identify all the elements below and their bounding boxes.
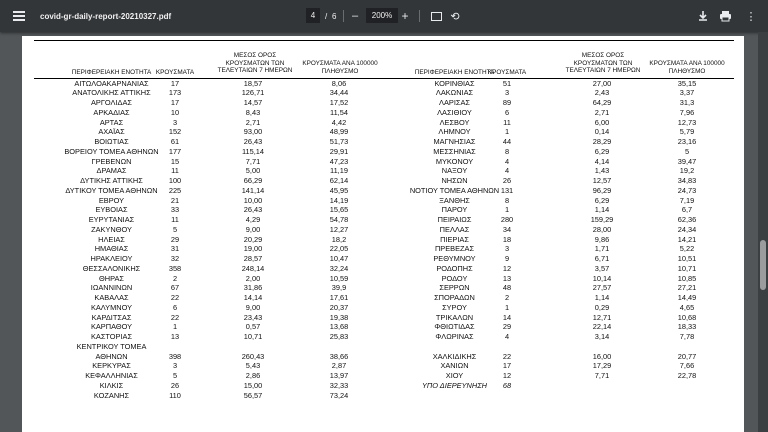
- left-average-cell: 23,43: [243, 312, 263, 322]
- left-cases-cell: 6: [172, 302, 178, 312]
- right-region-cell: ΣΕΡΡΩΝ: [439, 283, 470, 293]
- right-per100k-cell: 20,77: [677, 351, 697, 361]
- right-per100k-cell: 19,2: [679, 166, 695, 176]
- left-average-cell: 9,00: [245, 224, 261, 234]
- right-average-cell: 96,29: [592, 185, 612, 195]
- right-cases-cell: 34: [502, 224, 512, 234]
- left-cases-cell: 22: [170, 293, 180, 302]
- right-region-cell: ΡΟΔΟΠΗΣ: [436, 263, 473, 273]
- left-region-cell: ΘΕΣΣΑΛΟΝΙΚΗΣ: [82, 263, 141, 273]
- right-region-cell: ΡΕΘΥΜΝΟΥ: [433, 254, 476, 263]
- right-per100k-cell: 5: [684, 146, 690, 156]
- right-cases-cell: 12: [502, 263, 512, 273]
- left-average-cell: 8,43: [245, 107, 261, 117]
- right-region-cell: ΝΟΤΙΟΥ ΤΟΜΕΑ ΑΘΗΝΩΝ: [409, 185, 500, 195]
- right-region-cell: ΥΠΟ ΔΙΕΡΕΥΝΗΣΗ: [422, 380, 487, 390]
- more-options-icon[interactable]: ⋮: [745, 10, 757, 23]
- left-per100k-cell: 32,33: [329, 380, 349, 390]
- right-cases-cell: 8: [504, 146, 510, 156]
- left-region-cell: ΒΟΡΕΙΟΥ ΤΟΜΕΑ ΑΘΗΝΩΝ: [64, 146, 159, 156]
- right-region-cell: ΛΗΜΝΟΥ: [438, 127, 471, 137]
- right-cases-cell: 6: [504, 107, 510, 117]
- right-average-cell: 6,71: [594, 254, 610, 263]
- right-per100k-cell: 18,33: [677, 322, 697, 332]
- right-region-cell: ΠΕΙΡΑΙΩΣ: [437, 215, 472, 224]
- right-per100k-cell: 7,96: [679, 107, 695, 117]
- right-per100k-cell: 5,79: [679, 127, 695, 137]
- left-cases-cell: 10: [170, 107, 180, 117]
- left-cases-cell: 173: [168, 88, 182, 98]
- left-cases-cell: 5: [172, 224, 178, 234]
- right-cases-cell: 2: [504, 293, 510, 302]
- left-per100k-cell: 17,52: [329, 98, 349, 107]
- left-per100k-cell: 62,14: [329, 176, 349, 185]
- left-cases-cell: 2: [172, 273, 178, 283]
- left-cases-cell: 100: [168, 176, 182, 185]
- right-per100k-cell: 4,65: [679, 302, 695, 312]
- right-region-cell: ΜΥΚΟΝΟΥ: [435, 156, 474, 166]
- right-per100k-cell: 7,19: [679, 195, 695, 205]
- page-number-input[interactable]: 4: [306, 8, 320, 23]
- right-average-cell: 0,29: [594, 302, 610, 312]
- left-per100k-cell: 10,47: [329, 254, 349, 263]
- left-per100k-cell: 34,44: [329, 88, 349, 98]
- left-per100k-cell: 51,73: [329, 137, 349, 146]
- left-region-cell: ΑΡΤΑΣ: [99, 117, 124, 127]
- left-region-cell: ΙΩΑΝΝΙΝΩΝ: [90, 283, 133, 293]
- left-per100k-cell: 11,19: [330, 166, 348, 176]
- right-region-cell: ΣΠΟΡΑΔΩΝ: [434, 293, 475, 302]
- right-region-cell: ΠΙΕΡΙΑΣ: [440, 234, 469, 244]
- right-per100k-cell: 31,3: [679, 98, 695, 107]
- left-per100k-cell: 38,66: [329, 351, 349, 361]
- left-average-cell: 5,00: [245, 166, 261, 176]
- right-cases-cell: 4: [504, 156, 510, 166]
- right-cases-cell: 48: [502, 283, 512, 293]
- left-region-cell: ΔΡΑΜΑΣ: [96, 166, 127, 176]
- left-region-cell: ΚΑΒΑΛΑΣ: [94, 293, 129, 302]
- left-region-cell: ΑΙΤΩΛΟΑΚΑΡΝΑΝΙΑΣ: [74, 78, 149, 88]
- right-per100k-cell: 6,7: [681, 205, 693, 215]
- header-cases-right: ΚΡΟΥΣΜΑΤΑ: [487, 69, 527, 76]
- right-per100k-cell: 39,47: [677, 156, 697, 166]
- left-region-cell: ΑΡΓΟΛΙΔΑΣ: [91, 98, 132, 107]
- right-region-cell: ΞΑΝΘΗΣ: [439, 195, 470, 205]
- right-average-cell: 3,57: [594, 263, 610, 273]
- toolbar-divider: [343, 10, 344, 22]
- right-cases-cell: 12: [502, 371, 512, 380]
- left-average-cell: 4,29: [245, 215, 261, 224]
- right-cases-cell: 18: [502, 234, 512, 244]
- left-cases-cell: 110: [169, 390, 181, 400]
- left-region-cell: ΗΛΕΙΑΣ: [98, 234, 125, 244]
- right-region-cell: ΠΕΛΛΑΣ: [439, 224, 470, 234]
- right-per100k-cell: 3,37: [679, 88, 695, 98]
- right-region-cell: ΧΑΝΙΩΝ: [440, 361, 469, 371]
- right-cases-cell: 280: [500, 215, 514, 224]
- left-per100k-cell: 20,37: [329, 302, 349, 312]
- left-cases-cell: 358: [168, 263, 182, 273]
- left-average-cell: 31,86: [243, 283, 263, 293]
- header-cases-left: ΚΡΟΥΣΜΑΤΑ: [155, 69, 195, 76]
- left-average-cell: 2,71: [245, 117, 261, 127]
- left-region-cell: ΚΙΛΚΙΣ: [99, 380, 124, 390]
- left-average-cell: 18,57: [243, 78, 263, 88]
- left-average-cell: 28,57: [243, 254, 263, 263]
- document-title: covid-gr-daily-report-20210327.pdf: [40, 11, 172, 21]
- right-region-cell: ΦΘΙΩΤΙΔΑΣ: [434, 322, 475, 332]
- left-per100k-cell: 13,97: [329, 371, 349, 380]
- fit-page-icon[interactable]: [429, 0, 443, 32]
- left-cases-cell: 3: [172, 361, 178, 371]
- left-cases-cell: 1: [172, 322, 178, 332]
- right-per100k-cell: 24,34: [677, 224, 697, 234]
- left-average-cell: 20,29: [243, 234, 263, 244]
- left-per100k-cell: 25,83: [329, 332, 349, 341]
- right-average-cell: 0,14: [594, 127, 610, 137]
- right-average-cell: 1,14: [594, 205, 610, 215]
- right-cases-cell: 4: [504, 166, 510, 176]
- right-region-cell: ΝΗΣΩΝ: [441, 176, 468, 185]
- left-average-cell: 260,43: [241, 351, 265, 361]
- left-region-cell: ΕΥΡΥΤΑΝΙΑΣ: [88, 215, 135, 224]
- right-region-cell: ΜΑΓΝΗΣΙΑΣ: [433, 137, 476, 146]
- right-average-cell: 28,00: [592, 224, 612, 234]
- left-per100k-cell: 32,24: [329, 263, 349, 273]
- left-per100k-cell: 2,87: [331, 361, 347, 371]
- rotate-icon[interactable]: ⟲: [450, 10, 460, 23]
- left-region-cell: ΘΗΡΑΣ: [99, 273, 124, 283]
- left-average-cell: 66,29: [243, 176, 263, 185]
- toolbar-divider: [419, 10, 420, 22]
- right-average-cell: 12,57: [592, 176, 612, 185]
- right-cases-cell: 1: [504, 302, 510, 312]
- right-region-cell: ΛΑΡΙΣΑΣ: [439, 98, 470, 107]
- left-average-cell: 2,00: [245, 273, 261, 283]
- left-cases-cell: 17: [170, 98, 180, 107]
- left-cases-cell: 13: [170, 332, 180, 341]
- right-region-cell: ΠΑΡΟΥ: [441, 205, 468, 215]
- right-cases-cell: 1: [504, 127, 510, 137]
- right-region-cell: ΦΛΩΡΙΝΑΣ: [435, 332, 474, 341]
- left-per100k-cell: 19,38: [329, 312, 349, 322]
- left-per100k-cell: 13,68: [329, 322, 349, 332]
- right-average-cell: 27,57: [592, 283, 612, 293]
- right-average-cell: 22,14: [592, 322, 612, 332]
- left-cases-cell: 225: [168, 185, 182, 195]
- right-average-cell: 3,14: [594, 332, 610, 341]
- left-average-cell: 5,43: [245, 361, 261, 371]
- vertical-scrollbar[interactable]: [758, 32, 768, 432]
- right-average-cell: 16,00: [592, 351, 612, 361]
- page-separator: /: [325, 11, 328, 21]
- header-region-left: ΠΕΡΙΦΕΡΕΙΑΚΗ ΕΝΟΤΗΤΑ: [71, 69, 152, 76]
- left-cases-cell: 32: [170, 254, 180, 263]
- left-per100k-cell: 18,2: [331, 234, 347, 244]
- left-per100k-cell: 12,27: [329, 224, 349, 234]
- right-per100k-cell: 7,78: [679, 332, 695, 341]
- right-cases-cell: 22: [502, 351, 512, 361]
- left-region-cell: ΓΡΕΒΕΝΩΝ: [91, 156, 132, 166]
- right-region-cell: ΡΟΔΟΥ: [441, 273, 468, 283]
- left-average-cell: 9,00: [245, 302, 261, 312]
- right-cases-cell: 26: [502, 176, 512, 185]
- left-per100k-cell: 17,61: [329, 293, 349, 302]
- left-region-cell: ΕΥΒΟΙΑΣ: [95, 205, 128, 215]
- right-average-cell: 159,29: [590, 215, 614, 224]
- left-per100k-cell: 45,95: [329, 185, 349, 195]
- left-average-cell: 26,43: [243, 137, 263, 146]
- right-cases-cell: 68: [502, 380, 512, 390]
- left-average-cell: 14,57: [243, 98, 263, 107]
- right-average-cell: 6,29: [594, 146, 610, 156]
- left-cases-cell: 17: [170, 78, 180, 88]
- right-region-cell: ΛΑΚΩΝΙΑΣ: [435, 88, 474, 98]
- left-cases-cell: 33: [170, 205, 180, 215]
- left-average-cell: 126,71: [241, 88, 265, 98]
- left-cases-cell: 31: [170, 244, 180, 254]
- left-per100k-cell: 10,59: [329, 273, 349, 283]
- left-region-cell: ΗΡΑΚΛΕΙΟΥ: [90, 254, 133, 263]
- right-per100k-cell: 62,36: [677, 215, 697, 224]
- page-total: 6: [332, 11, 337, 21]
- left-region-cell: ΚΑΡΔΙΤΣΑΣ: [91, 312, 132, 322]
- header-per100k-left: ΚΡΟΥΣΜΑΤΑ ΑΝΑ 100000 ΠΛΗΘΥΣΜΟ: [302, 60, 378, 75]
- left-region-cell: ΒΟΙΩΤΙΑΣ: [94, 137, 129, 146]
- left-average-cell: 14,14: [243, 293, 263, 302]
- left-per100k-cell: 11,54: [330, 107, 348, 117]
- right-cases-cell: 1: [504, 205, 510, 215]
- left-region-cell: ΑΡΚΑΔΙΑΣ: [93, 107, 130, 117]
- right-per100k-cell: 10,71: [677, 263, 697, 273]
- right-average-cell: 27,00: [592, 78, 612, 88]
- header-average-left: ΜΕΣΟΣ ΟΡΟΣ ΚΡΟΥΣΜΑΤΩΝ ΤΩΝ ΤΕΛΕΥΤΑΙΩΝ 7 ΗΜΕΡΩΝ: [217, 52, 293, 74]
- right-region-cell: ΛΕΣΒΟΥ: [439, 117, 470, 127]
- right-per100k-cell: 12,73: [677, 117, 697, 127]
- left-per100k-cell: 29,91: [329, 146, 349, 156]
- right-average-cell: 4,14: [594, 156, 610, 166]
- left-region-cell: ΚΟΖΑΝΗΣ: [93, 390, 130, 400]
- right-average-cell: 2,43: [594, 88, 610, 98]
- left-cases-cell: 22: [170, 312, 180, 322]
- left-region-cell: ΕΒΡΟΥ: [98, 195, 125, 205]
- left-per100k-cell: 8,06: [331, 78, 347, 88]
- left-cases-cell: 15: [170, 156, 180, 166]
- left-region-cell: ΚΑΛΥΜΝΟΥ: [90, 302, 133, 312]
- left-region-cell: ΚΕΦΑΛΛΗΝΙΑΣ: [85, 371, 138, 380]
- left-average-cell: 19,00: [243, 244, 263, 254]
- zoom-out-button[interactable]: –: [351, 10, 359, 22]
- right-cases-cell: 131: [500, 185, 514, 195]
- right-average-cell: 2,71: [594, 107, 610, 117]
- left-average-cell: 7,71: [245, 156, 261, 166]
- right-region-cell: ΧΑΛΚΙΔΙΚΗΣ: [432, 351, 477, 361]
- right-region-cell: ΛΑΣΙΘΙΟΥ: [437, 107, 472, 117]
- left-region-cell: ΚΕΡΚΥΡΑΣ: [92, 361, 131, 371]
- right-per100k-cell: 7,66: [679, 361, 695, 371]
- right-region-cell: ΤΡΙΚΑΛΩΝ: [435, 312, 474, 322]
- left-average-cell: 248,14: [241, 263, 265, 273]
- left-cases-cell: 152: [168, 127, 182, 137]
- right-average-cell: 6,00: [594, 117, 610, 127]
- left-cases-cell: 29: [170, 234, 180, 244]
- left-cases-cell: 26: [170, 380, 180, 390]
- right-per100k-cell: 24,73: [677, 185, 697, 195]
- left-per100k-cell: 15,65: [329, 205, 349, 215]
- left-cases-cell: 67: [170, 283, 180, 293]
- left-average-cell: 0,57: [245, 322, 261, 332]
- right-per100k-cell: 35,15: [677, 78, 697, 88]
- left-region-cell: ΑΧΑΪΑΣ: [98, 127, 125, 137]
- right-region-cell: ΧΙΟΥ: [445, 371, 464, 380]
- left-per100k-cell: 54,78: [329, 215, 349, 224]
- left-cases-cell: 11: [171, 215, 179, 224]
- right-cases-cell: 11: [503, 117, 511, 127]
- right-average-cell: 12,71: [592, 312, 612, 322]
- right-average-cell: 1,71: [594, 244, 610, 254]
- right-region-cell: ΣΥΡΟΥ: [442, 302, 467, 312]
- right-average-cell: 9,86: [594, 234, 610, 244]
- right-average-cell: 64,29: [592, 98, 612, 107]
- right-average-cell: 1,14: [594, 293, 610, 302]
- left-cases-cell: 5: [172, 371, 178, 380]
- left-per100k-cell: 22,05: [329, 244, 349, 254]
- left-cases-cell: 61: [170, 137, 180, 146]
- right-per100k-cell: 10,51: [677, 254, 697, 263]
- left-average-cell: 2,86: [245, 371, 261, 380]
- header-region-right: ΠΕΡΙΦΕΡΕΙΑΚΗ ΕΝΟΤΗΤΑ: [414, 69, 495, 76]
- scrollbar-thumb[interactable]: [760, 240, 766, 290]
- left-average-cell: 93,00: [243, 127, 263, 137]
- left-group-label: ΚΕΝΤΡΙΚΟΥ ΤΟΜΕΑ: [76, 341, 147, 351]
- pdf-toolbar: [0, 0, 768, 32]
- right-per100k-cell: 14,21: [677, 234, 697, 244]
- left-per100k-cell: 39,9: [331, 283, 347, 293]
- right-cases-cell: 13: [502, 273, 512, 283]
- left-average-cell: 15,00: [243, 380, 263, 390]
- left-average-cell: 10,71: [243, 332, 263, 341]
- left-per100k-cell: 73,24: [329, 390, 349, 400]
- left-region-cell: ΔΥΤΙΚΗΣ ΑΤΤΙΚΗΣ: [80, 176, 143, 185]
- left-region-cell: ΔΥΤΙΚΟΥ ΤΟΜΕΑ ΑΘΗΝΩΝ: [65, 185, 158, 195]
- right-cases-cell: 3: [504, 88, 510, 98]
- right-cases-cell: 8: [504, 195, 510, 205]
- right-per100k-cell: 27,21: [677, 283, 697, 293]
- zoom-level-input[interactable]: 200%: [366, 8, 398, 23]
- header-per100k-right: ΚΡΟΥΣΜΑΤΑ ΑΝΑ 100000 ΠΛΗΘΥΣΜΟ: [649, 60, 725, 75]
- right-region-cell: ΠΡΕΒΕΖΑΣ: [434, 244, 475, 254]
- left-average-cell: 115,14: [241, 146, 265, 156]
- right-average-cell: 7,71: [594, 371, 610, 380]
- right-per100k-cell: 10,68: [677, 312, 697, 322]
- right-region-cell: ΝΑΞΟΥ: [441, 166, 468, 176]
- right-cases-cell: 9: [504, 254, 510, 263]
- left-average-cell: 26,43: [243, 205, 263, 215]
- right-average-cell: 10,14: [592, 273, 612, 283]
- zoom-in-button[interactable]: +: [401, 9, 409, 23]
- left-cases-cell: 3: [172, 117, 178, 127]
- top-rule: [34, 40, 734, 41]
- right-average-cell: 6,29: [594, 195, 610, 205]
- left-region-cell: ΚΑΣΤΟΡΙΑΣ: [90, 332, 133, 341]
- right-cases-cell: 44: [502, 137, 512, 146]
- left-region-cell: ΚΑΡΠΑΘΟΥ: [90, 322, 133, 332]
- right-average-cell: 28,29: [592, 137, 612, 146]
- right-per100k-cell: 23,16: [677, 137, 697, 146]
- left-cases-cell: 177: [168, 146, 182, 156]
- left-average-cell: 10,00: [243, 195, 263, 205]
- right-cases-cell: 29: [502, 322, 512, 332]
- left-region-cell: ΗΜΑΘΙΑΣ: [94, 244, 129, 254]
- print-icon[interactable]: [718, 0, 732, 32]
- header-average-right: ΜΕΣΟΣ ΟΡΟΣ ΚΡΟΥΣΜΑΤΩΝ ΤΩΝ ΤΕΛΕΥΤΑΙΩΝ 7 ΗΜΕΡΩΝ: [565, 52, 641, 74]
- pdf-page: [22, 36, 744, 432]
- left-region-cell: ΑΝΑΤΟΛΙΚΗΣ ΑΤΤΙΚΗΣ: [72, 88, 151, 98]
- left-per100k-cell: 4,42: [331, 117, 347, 127]
- left-cases-cell: 398: [168, 351, 182, 361]
- left-region-cell: ΖΑΚΥΝΘΟΥ: [91, 224, 132, 234]
- right-per100k-cell: 22,78: [677, 371, 697, 380]
- right-per100k-cell: 14,49: [677, 293, 697, 302]
- left-region-cell: ΑΘΗΝΩΝ: [95, 351, 128, 361]
- left-per100k-cell: 47,23: [329, 156, 349, 166]
- right-cases-cell: 14: [502, 312, 512, 322]
- right-per100k-cell: 10,85: [677, 273, 697, 283]
- right-region-cell: ΚΟΡΙΝΘΙΑΣ: [434, 78, 475, 88]
- left-average-cell: 141,14: [241, 185, 265, 195]
- right-average-cell: 1,43: [594, 166, 610, 176]
- left-average-cell: 56,57: [243, 390, 263, 400]
- menu-icon[interactable]: [10, 0, 28, 32]
- download-icon[interactable]: [696, 0, 710, 32]
- right-per100k-cell: 34,83: [677, 176, 697, 185]
- left-cases-cell: 11: [171, 166, 179, 176]
- right-cases-cell: 17: [502, 361, 512, 371]
- right-region-cell: ΜΕΣΣΗΝΙΑΣ: [433, 146, 476, 156]
- right-average-cell: 17,29: [592, 361, 612, 371]
- left-per100k-cell: 14,19: [329, 195, 349, 205]
- right-cases-cell: 3: [504, 244, 510, 254]
- left-per100k-cell: 48,99: [329, 127, 349, 137]
- right-cases-cell: 51: [502, 78, 512, 88]
- left-cases-cell: 21: [170, 195, 180, 205]
- right-per100k-cell: 5,22: [679, 244, 695, 254]
- right-cases-cell: 4: [504, 332, 510, 341]
- right-cases-cell: 89: [502, 98, 512, 107]
